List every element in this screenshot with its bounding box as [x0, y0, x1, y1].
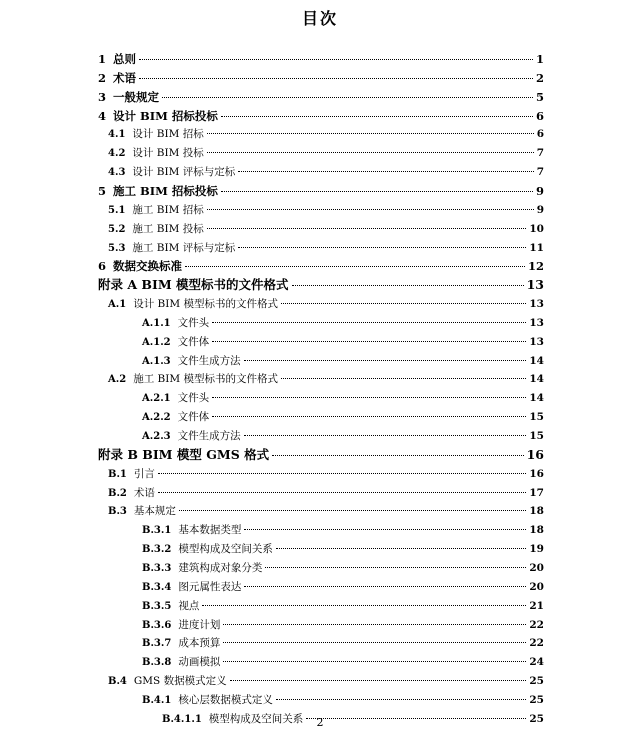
toc-entry-number: B.3.3 [142, 562, 172, 574]
toc-leader-dots [179, 510, 526, 511]
toc-entry[interactable] [108, 370, 544, 389]
toc-entry[interactable] [108, 672, 544, 691]
toc-leader-dots [139, 59, 533, 60]
toc-entry[interactable] [108, 220, 544, 239]
toc-leader-dots [221, 116, 533, 117]
toc-entry-number: B.4 [108, 676, 127, 688]
toc-entry[interactable] [98, 257, 544, 275]
toc-entry-page: 9 [536, 203, 544, 216]
toc-leader-dots [281, 378, 526, 379]
toc-entry-number: B.3.4 [142, 581, 172, 593]
toc-entry-label: 模型构成及空间关系 [208, 712, 304, 725]
toc-entry-number: B.1 [108, 468, 127, 480]
toc-entry-page: 9 [535, 183, 544, 198]
toc-entry-number: 4.1 [108, 129, 126, 141]
toc-leader-dots [244, 586, 526, 587]
toc-entry-label: 施工 BIM 投标 [132, 222, 204, 235]
toc-entry-label: 图元属性表达 [178, 580, 242, 593]
toc-entry-label: 设计 BIM 投标 [132, 147, 204, 160]
toc-entry[interactable] [142, 559, 544, 578]
toc-entry-page: 7 [536, 147, 544, 160]
toc-entry-label: 动画模拟 [178, 656, 221, 669]
toc-entry-label: 数据交换标准 [113, 259, 183, 274]
toc-entry-number: B.3.2 [142, 544, 172, 556]
toc-entry-page: 15 [529, 411, 544, 424]
toc-entry-number: A.1.3 [142, 355, 171, 367]
toc-entry-page: 10 [529, 222, 544, 235]
toc-leader-dots [292, 285, 524, 286]
toc-entry[interactable] [108, 144, 544, 163]
toc-entry[interactable] [98, 182, 544, 200]
toc-entry[interactable] [142, 540, 544, 559]
toc-entry-page: 13 [526, 277, 544, 293]
toc-entry-number: 5.1 [108, 204, 126, 216]
toc-leader-dots [244, 360, 527, 361]
toc-entry-page: 6 [535, 108, 544, 123]
toc-entry-label: 施工 BIM 招标 [132, 203, 204, 216]
toc-entry[interactable] [108, 502, 544, 521]
toc-entry-label: 模型构成及空间关系 [178, 543, 273, 556]
toc-entry-page: 13 [529, 335, 544, 348]
toc-entry-label: 设计 BIM 招标投标 [113, 108, 218, 123]
toc-leader-dots [276, 548, 527, 549]
page-title: 目次 [301, 9, 338, 28]
toc-entry-label: 引言 [133, 467, 155, 480]
toc-leader-dots [212, 397, 526, 398]
toc-entry[interactable] [142, 653, 544, 672]
toc-leader-dots [244, 435, 527, 436]
toc-leader-dots [223, 624, 526, 625]
toc-entry[interactable] [98, 88, 544, 106]
toc-entry-number: B.3.6 [142, 619, 172, 631]
toc-entry-number: A.2.2 [142, 412, 171, 424]
toc-leader-dots [212, 341, 526, 342]
toc-entry-number: A.1.1 [142, 317, 171, 329]
toc-entry-page: 13 [529, 316, 544, 329]
toc-entry-number: A.2.1 [142, 393, 171, 405]
toc-entry-page: 12 [527, 259, 544, 274]
toc-entry-page: 5 [535, 89, 544, 104]
toc-entry[interactable] [108, 163, 544, 182]
toc-entry[interactable] [108, 125, 544, 144]
toc-entry-page: 25 [529, 693, 544, 706]
toc-leader-dots [207, 133, 534, 134]
toc-entry-label: 施工 BIM 招标投标 [113, 183, 218, 198]
toc-entry-number: B.3.1 [142, 525, 172, 537]
toc-entry[interactable] [98, 107, 544, 125]
page-number: 2 [316, 716, 324, 729]
toc-leader-dots [185, 266, 525, 267]
toc-entry-page: 11 [529, 241, 544, 254]
toc-entry-label: 成本预算 [178, 637, 221, 650]
toc-leader-dots [212, 416, 526, 417]
toc-entry-page: 22 [529, 637, 544, 650]
toc-entry-label: 文件体 [177, 411, 210, 424]
toc-entry[interactable] [142, 389, 544, 408]
toc-entry[interactable] [142, 314, 544, 333]
toc-entry-number: 6 [98, 259, 107, 274]
toc-entry-number: B.3 [108, 506, 127, 518]
toc-entry[interactable] [142, 691, 544, 710]
toc-entry-number: A.2 [108, 374, 127, 386]
toc-entry-label: 施工 BIM 评标与定标 [132, 241, 236, 254]
toc-entry-number: B.3.7 [142, 638, 172, 650]
toc-entry[interactable] [108, 201, 544, 220]
toc-entry-label: 术语 [133, 486, 155, 499]
toc-entry-label: 文件体 [177, 335, 210, 348]
toc-entry[interactable] [98, 276, 544, 294]
toc-leader-dots [207, 228, 527, 229]
toc-entry-page: 1 [535, 52, 544, 66]
toc-entry-number: 2 [98, 70, 107, 85]
toc-leader-dots [212, 322, 526, 323]
toc-entry[interactable] [142, 634, 544, 653]
toc-entry-number: 5 [98, 183, 107, 198]
toc-entry-page: 14 [529, 373, 544, 386]
toc-entry-label: 建筑构成对象分类 [178, 561, 263, 574]
toc-entry-page: 25 [529, 675, 544, 688]
toc-entry-page: 14 [529, 392, 544, 405]
toc-entry-number: 5.3 [108, 242, 126, 254]
toc-leader-dots [162, 97, 533, 98]
toc-entry-number: A.1 [108, 299, 127, 311]
toc-entry-page: 22 [529, 618, 544, 631]
toc-leader-dots [281, 303, 526, 304]
toc-entry-number: B.4.1.1 [162, 713, 202, 725]
toc-entry-page: 17 [529, 486, 544, 499]
toc-leader-dots [244, 529, 526, 530]
toc-entry-page: 18 [529, 524, 544, 537]
toc-entry[interactable] [108, 239, 544, 258]
toc-entry-page: 15 [529, 430, 544, 442]
toc-entry-number: B.3.8 [142, 657, 172, 669]
toc-entry[interactable] [108, 295, 544, 314]
toc-leader-dots [265, 567, 526, 568]
toc-entry-label: 设计 BIM 评标与定标 [132, 166, 236, 179]
toc-entry-label: GMS 数据模式定义 [133, 675, 227, 688]
toc-entry-page: 19 [529, 543, 544, 556]
toc-entry[interactable] [142, 616, 544, 635]
toc-entry[interactable] [142, 427, 544, 446]
toc-entry-page: 20 [529, 561, 544, 574]
toc-entry-number: B.2 [108, 487, 127, 499]
toc-entry-number: 4.3 [108, 167, 126, 179]
toc-entry-label: 核心层数据模式定义 [178, 693, 273, 706]
toc-entry[interactable] [108, 465, 544, 484]
toc-entry-label: 一般规定 [113, 89, 160, 104]
toc-entry-label: 附录 B BIM 模型 GMS 格式 [98, 446, 270, 462]
toc-leader-dots [207, 152, 534, 153]
toc-entry-label: 附录 A BIM 模型标书的文件格式 [98, 277, 289, 293]
toc-entry-page: 25 [529, 712, 544, 725]
toc-entry-number: 4 [98, 108, 107, 123]
toc-entry-label: 文件头 [177, 316, 210, 329]
toc-leader-dots [158, 492, 526, 493]
toc-entry-number: B.3.5 [142, 600, 172, 612]
toc-entry-label: 设计 BIM 模型标书的文件格式 [133, 298, 278, 311]
toc-leader-dots [221, 191, 533, 192]
toc-entry[interactable] [142, 333, 544, 352]
toc-leader-dots [238, 247, 526, 248]
toc-entry[interactable] [142, 521, 544, 540]
toc-entry-page: 18 [529, 505, 544, 518]
toc-leader-dots [139, 78, 533, 79]
toc-entry-label: 基本规定 [133, 505, 176, 518]
toc-entry-label: 文件生成方法 [177, 354, 241, 367]
toc-entry[interactable] [142, 597, 544, 616]
toc-entry-page: 16 [526, 446, 544, 462]
toc-entry-number: 5.2 [108, 223, 126, 235]
toc-entry-page: 13 [529, 298, 544, 311]
toc-entry[interactable] [142, 408, 544, 427]
toc-entry[interactable] [108, 484, 544, 503]
toc-entry-label: 进度计划 [178, 618, 221, 631]
toc-entry-page: 7 [536, 166, 544, 179]
toc-entry-label: 总则 [113, 52, 137, 66]
toc-entry-label: 施工 BIM 模型标书的文件格式 [133, 373, 278, 386]
toc-entry-number: 1 [98, 52, 107, 66]
toc-entry-number: A.2.3 [142, 431, 171, 442]
toc-leader-dots [158, 473, 526, 474]
toc-entry-number: A.1.2 [142, 336, 171, 348]
toc-entry-page: 21 [529, 599, 544, 612]
toc-entry-label: 视点 [178, 599, 200, 612]
toc-leader-dots [238, 171, 533, 172]
toc-entry[interactable] [142, 352, 544, 371]
toc-entry-label: 术语 [113, 70, 137, 85]
toc-leader-dots [230, 680, 527, 681]
toc-entry-page: 2 [535, 70, 544, 85]
toc-leader-dots [223, 642, 526, 643]
toc-entry-page: 16 [529, 467, 544, 480]
toc-entry-page: 6 [536, 128, 544, 141]
toc-leader-dots [272, 455, 523, 456]
toc-entry[interactable] [98, 69, 544, 87]
toc-entry[interactable] [98, 446, 544, 464]
toc-entry-page: 24 [529, 656, 544, 669]
toc-entry-page: 14 [529, 354, 544, 367]
toc-entry[interactable] [142, 578, 544, 597]
toc-entry[interactable] [98, 50, 544, 68]
toc-entry-number: B.4.1 [142, 694, 172, 706]
toc-entry-number: 3 [98, 89, 107, 104]
toc-leader-dots [223, 661, 526, 662]
toc-entry-label: 文件生成方法 [177, 430, 241, 442]
toc-entry-page: 20 [529, 580, 544, 593]
toc-leader-dots [202, 605, 526, 606]
toc-entry-label: 文件头 [177, 392, 210, 405]
toc-leader-dots [276, 699, 527, 700]
toc-entry-label: 设计 BIM 招标 [132, 128, 204, 141]
toc-entry-label: 基本数据类型 [178, 524, 242, 537]
toc-entry-number: 4.2 [108, 148, 126, 160]
toc-leader-dots [207, 209, 534, 210]
